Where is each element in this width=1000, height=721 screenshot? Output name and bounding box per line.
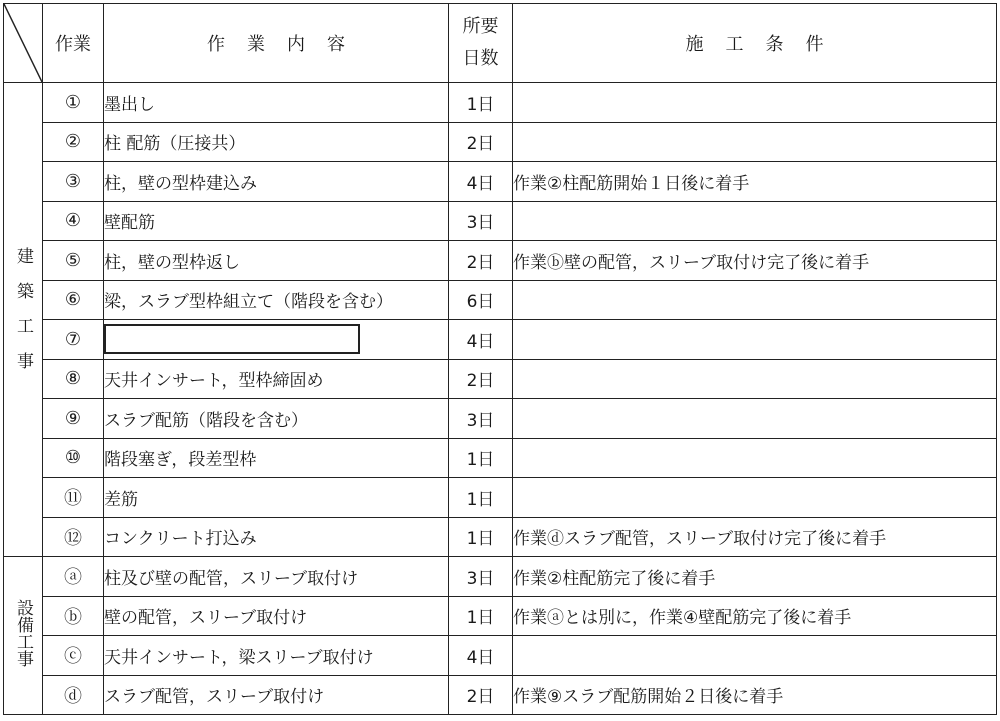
work-no: ② [43,122,104,162]
work-content: 天井インサート，梁スリーブ取付け [104,636,449,676]
work-no: ⓑ [43,596,104,636]
work-no: ⓓ [43,675,104,715]
work-condition [513,399,997,439]
diagonal-corner-cell [4,4,43,83]
header-days-line1: 所要 [462,16,499,37]
work-content: 壁の配管，スリーブ取付け [104,596,449,636]
table-row [4,241,997,281]
work-days: 1日 [449,438,513,478]
work-no: ⑫ [43,517,104,557]
table-row [4,280,997,320]
work-days: 4日 [449,320,513,360]
work-no: ④ [43,201,104,241]
table-row [4,399,997,439]
work-condition [513,201,997,241]
work-content: 柱及び壁の配管，スリーブ取付け [104,557,449,597]
work-schedule-table [3,3,997,715]
category-setsubi: 設備工事 [4,557,43,715]
table-row [4,359,997,399]
work-days: 2日 [449,241,513,281]
header-content: 作業内容 [104,4,449,83]
work-content: 墨出し [104,83,449,123]
table-row [4,320,997,360]
header-days-line2: 日数 [462,48,499,69]
table-row [4,478,997,518]
work-days: 4日 [449,162,513,202]
work-content: 壁配筋 [104,201,449,241]
table-row [4,675,997,715]
work-content: 梁，スラブ型枠組立て（階段を含む） [104,280,449,320]
work-no: ③ [43,162,104,202]
table-row [4,83,997,123]
work-condition [513,280,997,320]
work-no: ⑥ [43,280,104,320]
work-days: 1日 [449,478,513,518]
header-days [449,4,513,83]
work-content: コンクリート打込み [104,517,449,557]
category-kenchiku: 建築工事 [4,83,43,557]
work-no: ⑨ [43,399,104,439]
work-content: 階段塞ぎ，段差型枠 [104,438,449,478]
work-days: 1日 [449,83,513,123]
diagonal-line [4,4,42,82]
work-condition [513,83,997,123]
work-no: ⑩ [43,438,104,478]
work-no: ⑦ [43,320,104,360]
work-condition [513,122,997,162]
work-no: ① [43,83,104,123]
work-content: スラブ配管，スリーブ取付け [104,675,449,715]
work-condition: 作業②柱配筋完了後に着手 [513,557,997,597]
work-days: 1日 [449,596,513,636]
work-condition [513,320,997,360]
table-row [4,557,997,597]
work-condition: 作業ⓐとは別に，作業④壁配筋完了後に着手 [513,596,997,636]
table-row [4,636,997,676]
header-row [4,4,997,83]
work-content: 柱 配筋（圧接共） [104,122,449,162]
work-condition [513,438,997,478]
work-content: 差筋 [104,478,449,518]
header-work: 作業 [43,4,104,83]
work-condition [513,478,997,518]
work-content: 柱，壁の型枠建込み [104,162,449,202]
work-condition [513,359,997,399]
work-days: 3日 [449,399,513,439]
work-content: スラブ配筋（階段を含む） [104,399,449,439]
work-days: 6日 [449,280,513,320]
work-condition [513,636,997,676]
work-days: 2日 [449,675,513,715]
table-row [4,201,997,241]
work-condition: 作業ⓓスラブ配管，スリーブ取付け完了後に着手 [513,517,997,557]
work-condition: 作業ⓑ壁の配管，スリーブ取付け完了後に着手 [513,241,997,281]
work-no: ⑤ [43,241,104,281]
work-content-blank [104,320,449,360]
work-days: 2日 [449,359,513,399]
table-row [4,162,997,202]
table-row [4,122,997,162]
work-content: 柱，壁の型枠返し [104,241,449,281]
work-days: 4日 [449,636,513,676]
table-row [4,438,997,478]
work-no: ⓒ [43,636,104,676]
header-condition: 施工条件 [513,4,997,83]
work-days: 3日 [449,201,513,241]
work-days: 2日 [449,122,513,162]
work-condition: 作業⑨スラブ配筋開始２日後に着手 [513,675,997,715]
answer-blank-box[interactable] [104,324,360,354]
work-no: ⑧ [43,359,104,399]
work-no: ⓐ [43,557,104,597]
work-condition: 作業②柱配筋開始１日後に着手 [513,162,997,202]
work-days: 1日 [449,517,513,557]
work-content: 天井インサート，型枠締固め [104,359,449,399]
table-row [4,517,997,557]
table-row [4,596,997,636]
work-no: ⑪ [43,478,104,518]
work-days: 3日 [449,557,513,597]
